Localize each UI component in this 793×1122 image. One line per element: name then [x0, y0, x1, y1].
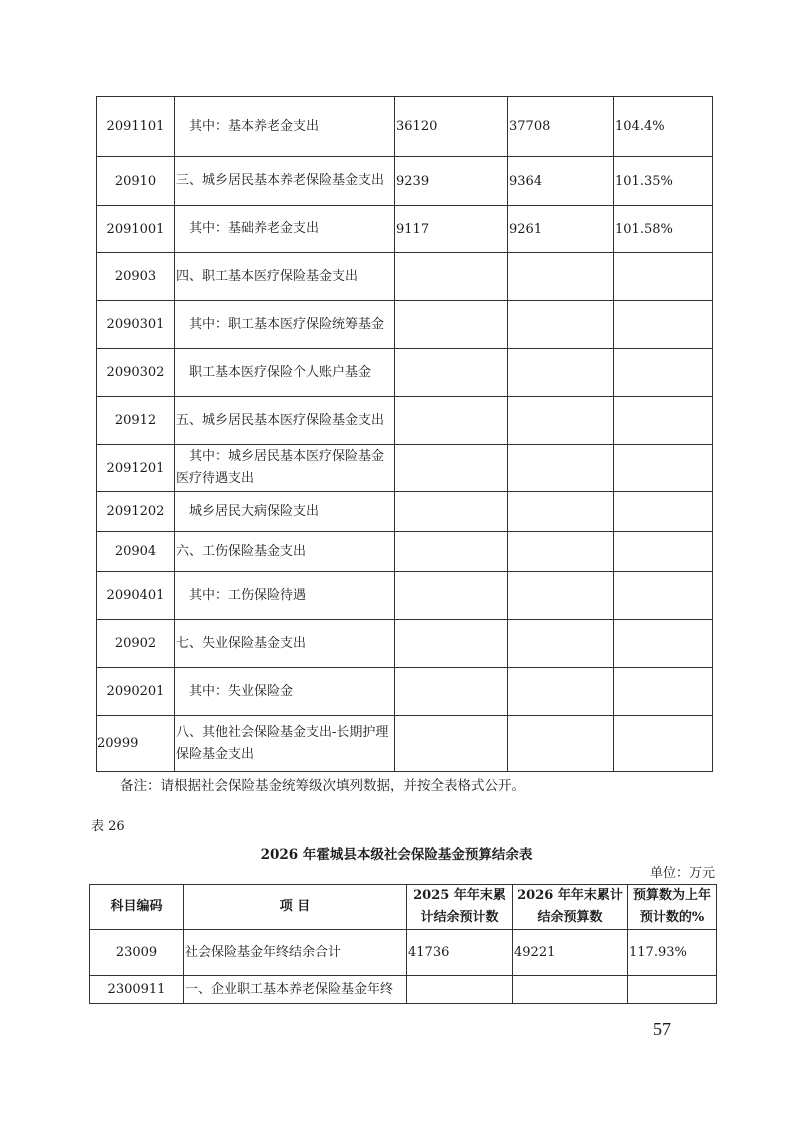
table-row [97, 301, 713, 349]
row-code: 20912 [97, 397, 175, 445]
header-prev-year: 2025 年年末累计结余预计数 [407, 885, 513, 930]
row-percent [614, 445, 713, 492]
table-row [97, 206, 713, 253]
table-row [97, 157, 713, 206]
row-percent: 101.58% [614, 206, 713, 253]
row-budget-value: 49221 [513, 930, 628, 976]
table-row [90, 976, 717, 1004]
row-code: 2090302 [97, 349, 175, 397]
row-percent: 101.35% [614, 157, 713, 206]
row-code: 20902 [97, 620, 175, 668]
row-code: 20910 [97, 157, 175, 206]
header-item: 项 目 [184, 885, 407, 930]
row-budget-value: 9261 [508, 206, 614, 253]
row-prev-value [395, 620, 508, 668]
row-budget-value [513, 976, 628, 1004]
row-budget-value [508, 492, 614, 532]
row-prev-value [395, 253, 508, 301]
row-prev-value [395, 301, 508, 349]
row-item: 其中：失业保险金 [175, 668, 395, 716]
row-percent [628, 976, 717, 1004]
row-code: 2090301 [97, 301, 175, 349]
row-prev-value [395, 572, 508, 620]
row-percent [614, 716, 713, 772]
table-row [97, 445, 713, 492]
table-row [97, 572, 713, 620]
header-code: 科目编码 [90, 885, 184, 930]
row-item: 城乡居民大病保险支出 [175, 492, 395, 532]
row-prev-value [395, 716, 508, 772]
row-budget-value [508, 301, 614, 349]
row-budget-value: 37708 [508, 97, 614, 157]
row-percent [614, 572, 713, 620]
row-item: 四、职工基本医疗保险基金支出 [175, 253, 395, 301]
header-percent: 预算数为上年预计数的% [628, 885, 717, 930]
row-item: 其中：基础养老金支出 [175, 206, 395, 253]
row-prev-value [395, 397, 508, 445]
table-row [97, 349, 713, 397]
row-budget-value [508, 572, 614, 620]
row-code: 2091001 [97, 206, 175, 253]
row-budget-value [508, 445, 614, 492]
row-item: 职工基本医疗保险个人账户基金 [175, 349, 395, 397]
row-item: 三、城乡居民基本养老保险基金支出 [175, 157, 395, 206]
row-prev-value: 41736 [407, 930, 513, 976]
row-code: 20999 [97, 716, 175, 772]
page-number: 57 [653, 1019, 671, 1039]
row-code: 2091101 [97, 97, 175, 157]
row-percent [614, 349, 713, 397]
social-insurance-expenditure-table [96, 96, 713, 772]
table-title: 2026 年霍城县本级社会保险基金预算结余表 [260, 847, 533, 863]
row-prev-value [395, 668, 508, 716]
row-budget-value [508, 397, 614, 445]
row-code: 23009 [90, 930, 184, 976]
row-code: 20904 [97, 532, 175, 572]
row-prev-value: 9117 [395, 206, 508, 253]
row-percent [614, 397, 713, 445]
row-budget-value [508, 668, 614, 716]
table-row [97, 97, 713, 157]
row-percent [614, 253, 713, 301]
unit-label: 单位：万元 [649, 866, 715, 881]
row-item: 其中：职工基本医疗保险统筹基金 [175, 301, 395, 349]
row-prev-value [395, 445, 508, 492]
table-row [97, 532, 713, 572]
row-prev-value [395, 532, 508, 572]
row-prev-value: 36120 [395, 97, 508, 157]
row-percent [614, 620, 713, 668]
row-budget-value [508, 253, 614, 301]
row-item: 六、工伤保险基金支出 [175, 532, 395, 572]
row-prev-value [395, 349, 508, 397]
table-row [97, 668, 713, 716]
row-percent [614, 668, 713, 716]
table-row [97, 716, 713, 772]
row-percent: 104.4% [614, 97, 713, 157]
table-note: 备注：请根据社会保险基金统筹级次填列数据，并按全表格式公开。 [120, 778, 525, 794]
row-code: 2090401 [97, 572, 175, 620]
row-item: 其中：城乡居民基本医疗保险基金医疗待遇支出 [175, 445, 395, 492]
row-item: 一、企业职工基本养老保险基金年终 [184, 976, 407, 1004]
row-budget-value [508, 716, 614, 772]
row-budget-value: 9364 [508, 157, 614, 206]
table-label: 表 26 [91, 819, 125, 834]
row-percent [614, 532, 713, 572]
row-code: 20903 [97, 253, 175, 301]
table-row [97, 397, 713, 445]
row-item: 五、城乡居民基本医疗保险基金支出 [175, 397, 395, 445]
table-row [97, 620, 713, 668]
row-code: 2090201 [97, 668, 175, 716]
row-item: 七、失业保险基金支出 [175, 620, 395, 668]
row-prev-value [395, 492, 508, 532]
row-item: 社会保险基金年终结余合计 [184, 930, 407, 976]
row-budget-value [508, 620, 614, 668]
row-code: 2091202 [97, 492, 175, 532]
table-row [97, 492, 713, 532]
row-percent [614, 301, 713, 349]
row-prev-value [407, 976, 513, 1004]
row-percent [614, 492, 713, 532]
table-row [90, 930, 717, 976]
social-insurance-balance-table [89, 884, 717, 1004]
row-item: 其中：工伤保险待遇 [175, 572, 395, 620]
header-budget: 2026 年年末累计结余预算数 [513, 885, 628, 930]
row-budget-value [508, 349, 614, 397]
row-item: 其中：基本养老金支出 [175, 97, 395, 157]
row-code: 2091201 [97, 445, 175, 492]
row-prev-value: 9239 [395, 157, 508, 206]
table-row [97, 253, 713, 301]
row-percent: 117.93% [628, 930, 717, 976]
row-budget-value [508, 532, 614, 572]
row-item: 八、其他社会保险基金支出-长期护理保险基金支出 [175, 716, 395, 772]
row-code: 2300911 [90, 976, 184, 1004]
